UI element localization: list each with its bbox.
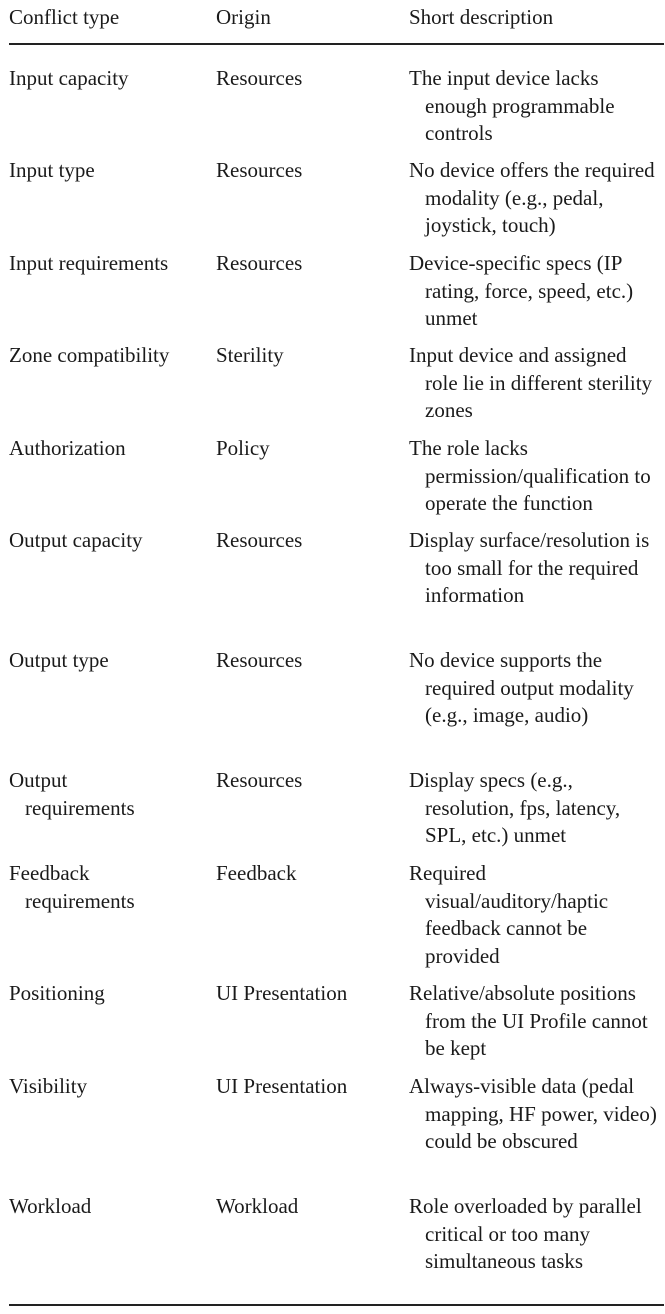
description-cell: Role overloaded by parallel critical or too many simultaneous tasks <box>409 1194 642 1274</box>
description-cell: The role lacks permission/qualification to operate the function <box>409 436 651 516</box>
table-bottom-rule <box>9 1304 664 1306</box>
conflict-type-cell: Input capacity <box>9 66 129 90</box>
origin-cell: Resources <box>216 768 303 792</box>
description-cell: The input device lacks enough programmable controls <box>409 66 615 146</box>
description-cell: Required visual/auditory/haptic feedback cannot be provided <box>409 861 609 968</box>
conflict-type-cell: Zone compatibility <box>9 343 170 367</box>
description-cell: No device offers the required modality (e.g., pedal, joystick, touch) <box>409 158 655 238</box>
description-cell: Device-specific specs (IP rating, force, speed, etc.) unmet <box>409 251 634 331</box>
conflict-type-cell: Output capacity <box>9 528 143 552</box>
header-short-description: Short description <box>409 5 554 29</box>
origin-cell: Sterility <box>216 343 284 367</box>
description-cell: Display surface/resolution is too small for the required information <box>409 528 650 608</box>
description-cell: Relative/absolute positions from the UI Profile cannot be kept <box>409 981 648 1061</box>
conflict-type-cell: Workload <box>9 1194 92 1218</box>
header-origin: Origin <box>216 5 271 29</box>
origin-cell: Policy <box>216 436 270 460</box>
origin-cell: Feedback <box>216 861 297 885</box>
conflict-type-cell: Visibility <box>9 1074 88 1098</box>
description-cell: Always-visible data (pedal mapping, HF power, video) could be obscured <box>409 1074 657 1154</box>
conflict-type-cell: Authorization <box>9 436 126 460</box>
conflict-type-cell: Input type <box>9 158 95 182</box>
description-cell: No device supports the required output modality (e.g., image, audio) <box>409 648 634 728</box>
origin-cell: UI Presentation <box>216 981 348 1005</box>
header-conflict-type: Conflict type <box>9 5 120 29</box>
description-cell: Display specs (e.g., resolution, fps, latency, SPL, etc.) unmet <box>409 768 621 848</box>
origin-cell: Resources <box>216 648 303 672</box>
origin-cell: UI Presentation <box>216 1074 348 1098</box>
conflict-type-cell: Output type <box>9 648 109 672</box>
origin-cell: Resources <box>216 158 303 182</box>
origin-cell: Workload <box>216 1194 299 1218</box>
conflict-type-cell: Feedback requirements <box>9 861 135 913</box>
origin-cell: Resources <box>216 251 303 275</box>
conflict-type-cell: Input requirements <box>9 251 169 275</box>
origin-cell: Resources <box>216 66 303 90</box>
header-rule <box>9 43 664 45</box>
table-header-row <box>9 0 664 33</box>
conflict-table <box>9 0 664 1274</box>
origin-cell: Resources <box>216 528 303 552</box>
conflict-type-cell: Positioning <box>9 981 105 1005</box>
description-cell: Input device and assigned role lie in different sterility zones <box>409 343 653 423</box>
conflict-type-cell: Output requirements <box>9 768 135 820</box>
